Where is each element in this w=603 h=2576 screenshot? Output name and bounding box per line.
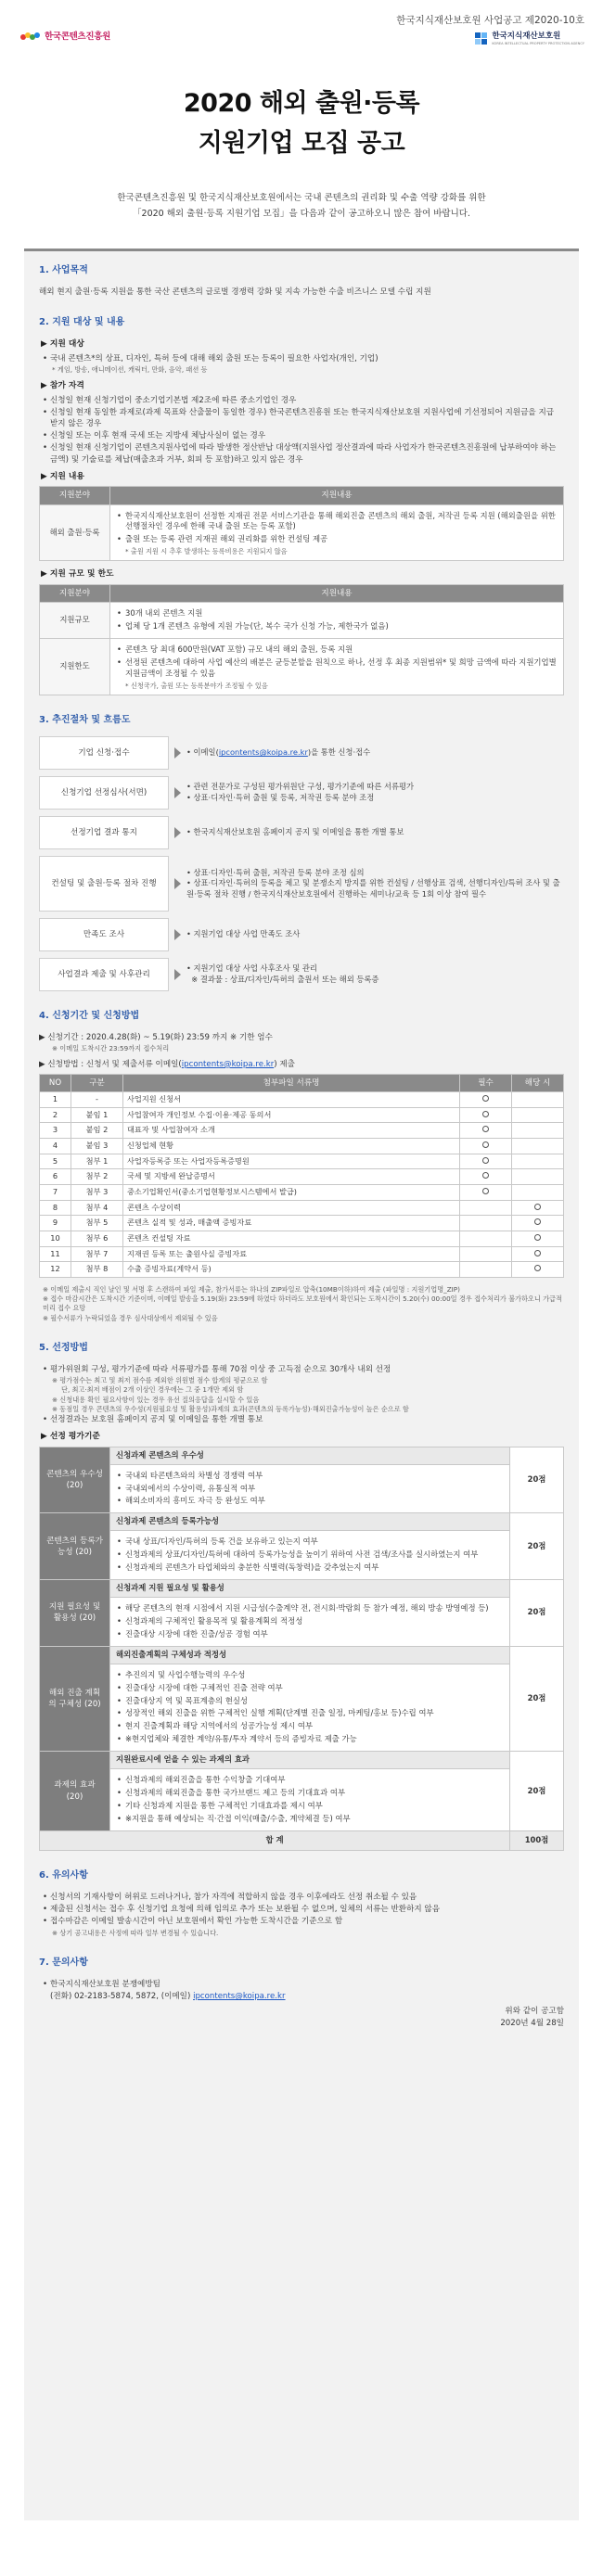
doc-kind: 첨부 6 (71, 1231, 123, 1246)
eval-heading: 신청과제 지원 필요성 및 활용성 (110, 1580, 510, 1598)
table-category: 해외 출원·등록 (40, 504, 110, 561)
notice-number: 한국지식재산보호원 사업공고 제2020-10호 (396, 15, 584, 26)
desc-text: 이메일( (193, 747, 219, 758)
selection-item: • 선정결과는 보호원 홈페이지 공지 및 이메일을 통한 개별 통보 (39, 1414, 564, 1425)
eval-category: 콘텐츠의 등록가능성 (20) (40, 1513, 110, 1580)
header (0, 0, 603, 57)
eval-category: 지원 필요성 및 활용성 (20) (40, 1580, 110, 1647)
doc-no: 7 (40, 1185, 71, 1201)
doc-kind: 붙임 2 (71, 1123, 123, 1139)
required-cell (460, 1246, 512, 1262)
required-cell (460, 1092, 512, 1108)
table-row (40, 1092, 564, 1108)
eval-score: 20점 (510, 1646, 564, 1751)
selection-note: ※ 평가점수는 최고 및 최저 점수를 제외한 위원별 점수 합계의 평균으로 함 (52, 1376, 268, 1385)
target-heading: ▶ 지원 대상 (41, 339, 84, 350)
doc-name: 신청업체 현황 (123, 1139, 460, 1154)
selection-note: 단, 최고·최저 배점이 2개 이상인 경우에는 그 중 1개만 제외 함 (61, 1385, 244, 1395)
optional-cell (512, 1107, 564, 1123)
eval-item: • 현지 진출계획과 해당 지역에서의 성공가능성 제시 여부 (116, 1721, 504, 1732)
process-step-desc: • 관련 전문가로 구성된 평가위원단 구성, 평가기준에 따른 서류평가 • 상표·디자인·특허 출원 및 등록, 저작권 등록 분야 조정 (186, 782, 415, 803)
doc-name: 지재권 등록 또는 출원사실 증빙자료 (123, 1246, 460, 1262)
eval-row (40, 1769, 564, 1831)
arrow-right-icon (174, 969, 181, 980)
eval-items (110, 1464, 510, 1513)
circle-mark-icon (482, 1157, 489, 1164)
eval-score: 20점 (510, 1580, 564, 1647)
intro-line-2: 「2020 해외 출원·등록 지원기업 모집」을 다음과 같이 공고하오니 많은 참여 바랍니다. (133, 209, 470, 219)
process-step (39, 856, 564, 912)
eval-heading: 신청과제 콘텐츠의 등록가능성 (110, 1513, 510, 1531)
kocca-logo (20, 31, 110, 43)
desc-text: 지원기업 대상 사업 만족도 조사 (193, 929, 301, 939)
desc-text: 지원기업 대상 사업 사후조사 및 관리 (193, 963, 317, 974)
table-row (40, 1107, 564, 1123)
arrow-right-icon (174, 827, 181, 838)
selection-note: ※ 동점일 경우 콘텐츠의 우수성(지원필요성 및 활용성)과제의 효과(콘텐츠의 등록가능성)·해외진출가능성이 높은 순으로 함 (52, 1404, 409, 1413)
required-cell (460, 1154, 512, 1169)
circle-mark-icon (482, 1095, 489, 1102)
support-item: • 출원 또는 등록 관련 지재권 해외 권리화를 위한 컨설팅 제공 (116, 534, 558, 545)
table-row (40, 1139, 564, 1154)
eval-items (110, 1531, 510, 1580)
desc-text: 한국지식재산보호원 홈페이지 공지 및 이메일을 통한 개별 통보 (193, 827, 404, 837)
eval-item: • 진출대상 시장에 대한 진출/성공 경험 여부 (116, 1629, 504, 1640)
process-step-name: 만족도 조사 (39, 918, 169, 951)
eval-item: • 추진의지 및 사업수행능력의 우수성 (116, 1670, 504, 1681)
section-notice (39, 1869, 564, 1938)
sign-line-2: 2020년 4월 28일 (500, 2019, 564, 2029)
limit-item: • 선정된 콘텐츠에 대하여 사업 예산의 배분은 균등분할을 원칙으로 하나, 선정 후 최종 지원범위* 및 희망 금액에 따라 지원기업별 지원금액이 조정될 수 있음 (116, 657, 558, 680)
table-row (40, 504, 564, 561)
application-note: ※ 이메일 제출시 직인 날인 및 서명 후 스캔하여 파일 제출, 참가서류는 하나의 ZIP파일로 압축(10MB이하)하여 제출 (파일명 : 지원기업명_ZIP) (43, 1284, 460, 1294)
table-row (40, 639, 564, 695)
notice-item: • 신청서의 기재사항이 허위로 드러나거나, 참가 자격에 적합하지 않을 경우 이후에라도 선정 취소될 수 있음 (39, 1892, 564, 1903)
selection-item: • 평가위원회 구성, 평가기준에 따라 서류평가를 통해 70점 이상 중 고득점 순으로 30개사 내외 선정 (39, 1364, 564, 1375)
contact-info (39, 1991, 564, 2002)
intro-line-1: 한국콘텐츠진흥원 및 한국지식재산보호원에서는 국내 콘텐츠의 권리화 및 수출 역량 강화를 위한 (117, 193, 486, 204)
process-step-desc: • 한국지식재산보호원 홈페이지 공지 및 이메일을 통한 개별 통보 (186, 827, 404, 837)
doc-no: 6 (40, 1169, 71, 1185)
process-step (39, 776, 564, 810)
eval-row (40, 1513, 564, 1531)
doc-name: 사업참여자 개인정보 수집·이용·제공 동의서 (123, 1107, 460, 1123)
section-target (39, 316, 564, 695)
optional-cell (512, 1185, 564, 1201)
support-content-heading: ▶ 지원 내용 (41, 471, 84, 481)
process-step-desc: • 지원기업 대상 사업 만족도 조사 (186, 929, 301, 939)
doc-no: 1 (40, 1092, 71, 1108)
eval-items (110, 1664, 510, 1752)
doc-name: 콘텐츠 컨설팅 자료 (123, 1231, 460, 1246)
eval-heading: 해외진출계획의 구체성과 적정성 (110, 1646, 510, 1664)
application-note: ※ 접수 마감시간은 도착시간 기준이며, 이메일 발송을 5.19(화) 23:59에 하였다 하더라도 보호원에서 확인되는 도착시간이 5.20(수) 00:00일 경우 접수처리가 불가하오니 가급적 미리 접수 요망 (43, 1294, 562, 1313)
eval-item: • 기타 신청과제 지원을 통한 구체적인 기대효과를 제시 여부 (116, 1801, 504, 1812)
arrow-right-icon (174, 787, 181, 798)
eval-row (40, 1598, 564, 1647)
process-step-name: 컨설팅 및 출원·등록 절차 진행 (39, 856, 169, 912)
application-period: ▶ 신청기간 : 2020.4.28(화) ~ 5.19(화) 23:59 까지 ※ 기한 엄수 (39, 1033, 273, 1043)
table-row (40, 603, 564, 639)
eval-row (40, 1580, 564, 1598)
selection-note: ※ 신청내용 확인 필요사항이 있는 경우 유선 질의응답을 실시할 수 있음 (52, 1395, 260, 1404)
circle-mark-icon (482, 1172, 489, 1179)
eval-heading: 지원완료시에 얻을 수 있는 과제의 효과 (110, 1752, 510, 1769)
eval-category: 과제의 효과 (20) (40, 1752, 110, 1831)
qualification-item: • 신청일 또는 이후 현재 국세 또는 지방세 체납사실이 없는 경우 (39, 430, 564, 441)
contact-org: • 한국지식재산보호원 분쟁예방팀 (39, 1979, 564, 1990)
eval-item: • 진출대상 시장에 대한 구체적인 진출 전략 여부 (116, 1683, 504, 1694)
process-step (39, 736, 564, 770)
section-title: 4. 신청기간 및 신청방법 (39, 1011, 140, 1022)
doc-kind: 첨부 7 (71, 1246, 123, 1262)
doc-no: 10 (40, 1231, 71, 1246)
optional-cell (512, 1169, 564, 1185)
support-content-table (39, 486, 564, 561)
optional-cell (512, 1200, 564, 1216)
eval-items (110, 1769, 510, 1831)
table-header: 첨부파일 서류명 (123, 1075, 460, 1092)
email-link[interactable]: ipcontents@koipa.re.kr (218, 747, 308, 758)
required-cell (460, 1185, 512, 1201)
optional-cell (512, 1246, 564, 1262)
table-header: NO (40, 1075, 71, 1092)
arrow-right-icon (174, 878, 181, 889)
section-selection (39, 1342, 564, 1851)
table-category: 지원규모 (40, 603, 110, 639)
circle-mark-icon (534, 1234, 541, 1241)
total-row (40, 1830, 564, 1850)
title-line-1: 2020 해외 출원·등록 (183, 89, 420, 118)
doc-name: 콘텐츠 수상이력 (123, 1200, 460, 1216)
doc-no: 4 (40, 1139, 71, 1154)
koipa-logo-subtext: KOREA INTELLECTUAL PROPERTY PROTECTION AGENCY (492, 42, 584, 46)
scale-table (39, 584, 564, 695)
eval-item: • 국내외에서의 수상이력, 유통실적 여부 (116, 1484, 504, 1495)
table-header: 지원분야 (40, 487, 110, 504)
table-header: 지원내용 (110, 487, 564, 504)
koipa-logo-icon (475, 32, 488, 45)
process-step-name: 신청기업 선정심사(서면) (39, 776, 169, 810)
eval-heading: 신청과제 콘텐츠의 우수성 (110, 1447, 510, 1464)
section-title: 5. 선정방법 (39, 1342, 88, 1353)
documents-table (39, 1074, 564, 1278)
eval-category: 해외 진출 계획의 구체성 (20) (40, 1646, 110, 1751)
doc-no: 9 (40, 1216, 71, 1231)
circle-mark-icon (534, 1250, 541, 1256)
purpose-text: 해외 현지 출원·등록 지원을 통한 국산 콘텐츠의 글로벌 경쟁력 강화 및 지속 가능한 수출 비즈니스 모델 수립 지원 (39, 287, 431, 297)
contact-text: (전화) 02-2183-5874, 5872, (이메일) (50, 1992, 194, 2002)
table-row (40, 1200, 564, 1216)
table-row (40, 1262, 564, 1278)
doc-kind: 붙임 3 (71, 1139, 123, 1154)
desc-text: 상표·디자인·특허의 등록을 체고 및 분쟁소지 방지를 위한 컨설팅 / 선행상표 검색, 선행디자인/특허 조사 및 출원·등록 절차 진행 / 한국지식재산보호원에서 진행하는 세미나/교육 등 1회 이상 참여 필수 (186, 878, 560, 899)
optional-cell (512, 1262, 564, 1278)
table-row (40, 1185, 564, 1201)
sign-line-1: 위와 같이 공고함 (505, 2007, 564, 2017)
required-cell (460, 1123, 512, 1139)
circle-mark-icon (482, 1126, 489, 1132)
doc-no: 12 (40, 1262, 71, 1278)
support-item: • 한국지식재산보호원이 선정한 지재권 전문 서비스기관을 통해 해외진출 콘텐츠의 해외 출원, 저작권 등록 지원 (해외출원을 위한 선행절차인 경우에 한해 국내 출원 또는 등록 포함) (116, 511, 558, 533)
table-header: 지원내용 (110, 584, 564, 602)
table-header: 필수 (460, 1075, 512, 1092)
table-header: 지원분야 (40, 584, 110, 602)
eval-item: • ※현지업체와 체결한 계약/유통/투자 계약서 등의 증빙자료 제출 가능 (116, 1734, 504, 1745)
eval-score: 20점 (510, 1513, 564, 1580)
table-row (40, 1123, 564, 1139)
qualification-heading: ▶ 참가 자격 (41, 381, 84, 391)
method-text: ) 제출 (274, 1059, 295, 1069)
section-title: 7. 문의사항 (39, 1957, 88, 1968)
eval-item: • 성장적인 해외 진출을 위한 구체적인 실행 계획(단계별 진출 일정, 마케팅/홍보 등)수립 여부 (116, 1708, 504, 1719)
process-step-name: 기업 신청·접수 (39, 736, 169, 770)
optional-cell (512, 1139, 564, 1154)
optional-cell (512, 1092, 564, 1108)
circle-mark-icon (534, 1218, 541, 1225)
eval-row (40, 1447, 564, 1464)
doc-kind: 첨부 3 (71, 1185, 123, 1201)
application-note: ※ 필수서류가 누락되었을 경우 심사대상에서 제외될 수 있음 (43, 1313, 218, 1322)
table-header: 해당 시 (512, 1075, 564, 1092)
doc-kind: 붙임 1 (71, 1107, 123, 1123)
desc-text: ※ 결과물 : 상표/디자인/특허의 출원서 또는 해외 등록증 (191, 975, 379, 985)
desc-text: 관련 전문가로 구성된 평가위원단 구성, 평가기준에 따른 서류평가 (193, 782, 415, 792)
koipa-logo-text: 한국지식재산보호원 (492, 32, 561, 41)
koipa-logo (475, 31, 584, 46)
support-note: * 출원 지원 시 추후 발생하는 등록비용은 지원되지 않음 (125, 547, 288, 556)
eval-row (40, 1752, 564, 1769)
doc-kind: 첨부 5 (71, 1216, 123, 1231)
limit-note: * 신청국가, 출원 또는 등록분야가 조정될 수 있음 (125, 681, 268, 690)
period-note: ※ 이메일 도착시간 23:59까지 접수처리 (52, 1043, 170, 1052)
section-purpose (39, 264, 564, 298)
doc-kind: 첨부 4 (71, 1200, 123, 1216)
evaluation-table (39, 1447, 564, 1851)
required-cell (460, 1216, 512, 1231)
eval-item: • ※지원을 통해 예상되는 직·간접 이익(매출/수출, 계약체결 등) 여부 (116, 1814, 504, 1825)
method-text: ▶ 신청방법 : 신청서 및 제출서류 이메일( (39, 1059, 182, 1069)
table-row (40, 1216, 564, 1231)
arrow-right-icon (174, 929, 181, 940)
evaluation-heading: ▶ 선정 평가기준 (41, 1432, 100, 1442)
process-step (39, 816, 564, 849)
eval-row (40, 1646, 564, 1664)
process-step-desc: • 상표·디자인·특허 출원, 저작권 등록 분야 조정 심의 • 상표·디자인·특허의 등록을 체고 및 분쟁소지 방지를 위한 컨설팅 / 선행상표 검색, 선행디자인/특허 조사 및 출원·등록 절차 진행 / 한국지식재산보호원에서 진행하는 세미나/교육 등 1회 이상 참여 필수 (186, 867, 560, 899)
table-row (40, 1154, 564, 1169)
desc-text: 상표·디자인·특허 출원, 저작권 등록 분야 조정 심의 (193, 867, 365, 877)
doc-name: 대표자 및 사업참여자 소개 (123, 1123, 460, 1139)
eval-items (110, 1598, 510, 1647)
table-row (40, 1246, 564, 1262)
section-title: 1. 사업목적 (39, 264, 88, 275)
eval-row (40, 1664, 564, 1752)
table-category: 지원한도 (40, 639, 110, 695)
circle-mark-icon (482, 1141, 489, 1148)
doc-kind: 첨부 8 (71, 1262, 123, 1278)
required-cell (460, 1107, 512, 1123)
doc-name: 국세 및 지방세 완납증명서 (123, 1169, 460, 1185)
optional-cell (512, 1123, 564, 1139)
circle-mark-icon (482, 1188, 489, 1194)
kocca-logo-text: 한국콘텐츠진흥원 (45, 32, 111, 42)
eval-score: 20점 (510, 1447, 564, 1513)
eval-item: • 신청과제의 콘텐츠가 타업체와의 충분한 식별력(독창력)을 갖추었는지 여부 (116, 1562, 504, 1574)
process-step-name: 선정기업 결과 통지 (39, 816, 169, 849)
notice-item: • 접수마감은 이메일 발송시간이 아닌 보호원에서 확인 가능한 도착시간을 기준으로 함 (39, 1916, 564, 1927)
eval-category: 콘텐츠의 우수성 (20) (40, 1447, 110, 1513)
scale-heading: ▶ 지원 규모 및 한도 (41, 569, 114, 580)
doc-kind: 첨부 2 (71, 1169, 123, 1185)
eval-item: • 신청과제의 해외진출을 통한 국가브랜드 제고 등의 기대효과 여부 (116, 1788, 504, 1799)
doc-name: 사업지원 신청서 (123, 1092, 460, 1108)
table-row (40, 1169, 564, 1185)
doc-name: 수출 증빙자료(계약서 등) (123, 1262, 460, 1278)
optional-cell (512, 1154, 564, 1169)
section-title: 3. 추진절차 및 흐름도 (39, 715, 131, 725)
section-contact (39, 1957, 564, 2030)
circle-mark-icon (482, 1111, 489, 1117)
email-link[interactable]: ipcontents@koipa.re.kr (181, 1059, 275, 1069)
doc-no: 11 (40, 1246, 71, 1262)
arrow-right-icon (174, 747, 181, 759)
section-application (39, 1010, 564, 1323)
doc-name: 사업자등록증 또는 사업자등록증명원 (123, 1154, 460, 1169)
circle-mark-icon (534, 1265, 541, 1271)
process-step-desc: • 이메일(ipcontents@koipa.re.kr)을 통한 신청·접수 (186, 747, 371, 758)
desc-text: 상표·디자인·특허 출원 및 등록, 저작권 등록 분야 조정 (193, 793, 375, 803)
doc-name: 중소기업확인서(중소기업현황정보시스템에서 발급) (123, 1185, 460, 1201)
process-step-name: 사업결과 제출 및 사후관리 (39, 958, 169, 991)
eval-item: • 국내외 타콘텐츠와의 차별성 경쟁력 여부 (116, 1471, 504, 1482)
eval-score: 20점 (510, 1752, 564, 1831)
required-cell (460, 1231, 512, 1246)
table-row (40, 1231, 564, 1246)
process-step-desc: • 지원기업 대상 사업 사후조사 및 관리 ※ 결과물 : 상표/디자인/특허의 출원서 또는 해외 등록증 (186, 963, 379, 985)
title-line-2: 지원기업 모집 공고 (198, 129, 405, 159)
section-process (39, 714, 564, 991)
optional-cell (512, 1216, 564, 1231)
table-header: 구분 (71, 1075, 123, 1092)
eval-item: • 국내 상표/디자인/특허의 등록 건을 보유하고 있는지 여부 (116, 1537, 504, 1548)
eval-row (40, 1531, 564, 1580)
eval-item: • 신청과제의 상표/디자인/특허에 대하여 등록가능성을 높이기 위하여 사전 검색/조사를 실시하였는지 여부 (116, 1549, 504, 1561)
doc-no: 2 (40, 1107, 71, 1123)
eval-row (40, 1464, 564, 1513)
signature (39, 2006, 564, 2030)
doc-no: 3 (40, 1123, 71, 1139)
eval-item: • 진출대상지 역 및 목표계층의 현실성 (116, 1696, 504, 1707)
limit-item: • 콘텐츠 당 최대 600만원(VAT 포함) 규모 내의 해외 출원, 등록 지원 (116, 644, 558, 656)
qualification-item: • 신청일 현재 동일한 과제로(과제 목표와 산출물이 동일한 경우) 한국콘텐츠진흥원 또는 한국지식재산보호원 지원사업에 기선정되어 지원금을 지급 받지 않은 경우 (39, 407, 564, 429)
page-title (0, 83, 603, 163)
kocca-logo-icon (20, 32, 41, 42)
eval-item: • 신청과제의 구체적인 활용목적 및 활용계획의 적정성 (116, 1616, 504, 1627)
qualification-item: • 신청일 현재 신청기업이 중소기업기본법 제2조에 따른 중소기업인 경우 (39, 395, 564, 406)
notice-item: • 제출된 신청서는 접수 후 신청기업 요청에 의해 임의로 추가 또는 보완될 수 없으며, 일체의 서류는 반환하지 않음 (39, 1904, 564, 1915)
circle-mark-icon (534, 1204, 541, 1210)
scale-item: • 업체 당 1개 콘텐츠 유형에 지원 가능(단, 복수 국가 신청 가능, 제한국가 없음) (116, 621, 558, 632)
application-method (39, 1059, 564, 1070)
doc-kind: - (71, 1092, 123, 1108)
email-link[interactable]: ipcontents@koipa.re.kr (193, 1992, 286, 2002)
target-item: • 국내 콘텐츠*의 상표, 디자인, 특허 등에 대해 해외 출원 또는 등록이 필요한 사업자(개인, 기업) (39, 353, 564, 364)
doc-no: 8 (40, 1200, 71, 1216)
qualification-item: • 신청일 현재 신청기업이 콘텐츠지원사업에 따라 발생한 정산반납 대상액(지원사업 정산결과에 따라 사업자가 한국콘텐츠진흥원에 납부하여야 하는 금액) 및 기술료를 체납(매출초과 거부, 회피 등 포함)하고 있지 않은 경우 (39, 442, 564, 465)
required-cell (460, 1200, 512, 1216)
eval-item: • 해외소비자의 흥미도 자극 등 완성도 여부 (116, 1496, 504, 1507)
scale-item: • 30개 내외 콘텐츠 지원 (116, 608, 558, 619)
desc-text: )을 통한 신청·접수 (307, 747, 371, 758)
total-score: 100점 (510, 1830, 564, 1850)
eval-item: • 신청과제의 해외진출을 통한 수익창출 기대여부 (116, 1775, 504, 1786)
doc-name: 콘텐츠 실적 및 성과, 매출액 증빙자료 (123, 1216, 460, 1231)
required-cell (460, 1139, 512, 1154)
doc-kind: 첨부 1 (71, 1154, 123, 1169)
required-cell (460, 1169, 512, 1185)
section-title: 2. 지원 대상 및 내용 (39, 317, 125, 328)
process-step (39, 958, 564, 991)
eval-item: • 해당 콘텐츠의 현재 시점에서 지원 시급성(수출계약 전, 전시회·박람회 등 참가 예정, 해외 방송 방영예정 등) (116, 1603, 504, 1614)
total-label: 합 계 (40, 1830, 510, 1850)
required-cell (460, 1262, 512, 1278)
process-step (39, 918, 564, 951)
target-note: * 게임, 방송, 애니메이션, 캐릭터, 만화, 음악, 패션 등 (52, 364, 208, 374)
optional-cell (512, 1231, 564, 1246)
section-title: 6. 유의사항 (39, 1869, 88, 1881)
notice-note: ※ 상기 공고내용은 사정에 따라 일부 변경될 수 있습니다. (52, 1928, 219, 1937)
intro-text (48, 191, 555, 222)
doc-no: 5 (40, 1154, 71, 1169)
content-box (24, 249, 579, 2520)
